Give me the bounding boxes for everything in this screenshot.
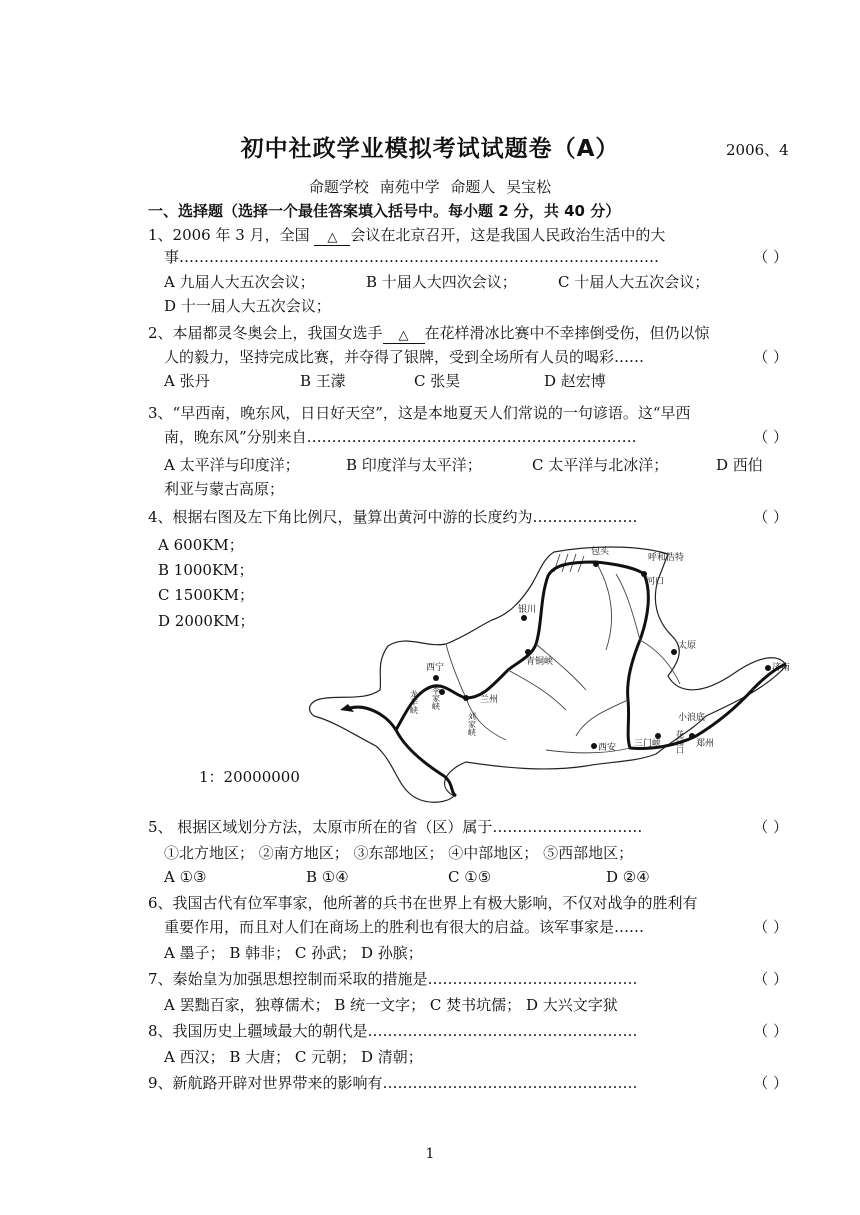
q9-line1: 9、新航路开辟对世界带来的影响有…………………………………………… （ ）	[148, 1074, 788, 1092]
answer-paren: （ ）	[753, 1022, 788, 1040]
q3-options: A 太平洋与印度洋； B 印度洋与太平洋； C 太平洋与北冰洋； D 西伯	[164, 456, 763, 474]
map-scale: 1：20000000	[199, 768, 300, 786]
answer-paren: （ ）	[753, 970, 788, 988]
label-xining: 西宁	[426, 663, 445, 673]
q6-options: A 墨子； B 韩非； C 孙武； D 孙膑；	[164, 944, 423, 962]
label-xiaolangdi: 小浪底	[678, 713, 706, 723]
answer-paren: （ ）	[753, 1074, 788, 1092]
q4-option-a: A 600KM；	[158, 536, 244, 554]
q4-option-b: B 1000KM；	[158, 561, 254, 579]
q3-line1: 3、“早西南，晚东风，日日好天空”，这是本地夏天人们常说的一句谚语。这“早西	[148, 404, 691, 422]
q5-line1: 5、 根据区域划分方法，太原市所在的省（区）属于………………………… （ ）	[148, 818, 788, 836]
label-liujia: 刘家峡	[467, 712, 477, 736]
label-jinan: 济南	[772, 663, 790, 673]
q1-line1: 1、2006 年 3 月，全国 △ 会议在北京召开，这是我国人民政治生活中的大	[148, 226, 666, 245]
tributaries	[446, 562, 680, 753]
q7-line1: 7、秦始皇为加强思想控制而采取的措施是…………………………………… （ ）	[148, 970, 788, 988]
q8-line1: 8、我国历史上疆域最大的朝代是……………………………………………… （ ）	[148, 1022, 788, 1040]
section-heading: 一、选择题（选择一个最佳答案填入括号中。每小题 2 分，共 40 分）	[148, 202, 621, 220]
label-qingtongxia: 青铜峡	[526, 657, 554, 667]
q4-option-c: C 1500KM；	[158, 586, 254, 604]
q6-line1: 6、我国古代有位军事家，他所著的兵书在世界上有极大影响，不仅对战争的胜利有	[148, 894, 698, 912]
q7-options: A 罢黜百家，独尊儒术； B 统一文字； C 焚书坑儒； D 大兴文字狱	[164, 996, 618, 1014]
blank-triangle-icon: △	[314, 231, 350, 246]
page-number: 1	[425, 1146, 435, 1162]
label-sanmenxia: 三门峡	[634, 739, 662, 749]
exam-date: 2006、4	[726, 141, 789, 159]
label-huayuankou: 花园口	[675, 730, 685, 754]
label-yinchuan: 银川	[518, 605, 537, 615]
q1-options-row1: A 九届人大五次会议； B 十届人大四次会议； C 十届人大五次会议；	[164, 273, 710, 291]
q5-options: A ①③ B ①④ C ①⑤ D ②④	[164, 868, 650, 886]
label-hekou: 河口	[646, 577, 665, 587]
label-xian: 西安	[598, 743, 617, 753]
q8-options: A 西汉； B 大唐； C 元朝； D 清朝；	[164, 1048, 423, 1066]
yellow-river-main	[350, 562, 786, 796]
basin-outline	[310, 547, 786, 802]
label-lijia: 李家峡	[431, 686, 441, 710]
label-zhengzhou: 郑州	[696, 739, 715, 749]
label-baotou: 包头	[591, 547, 610, 557]
q2-line1: 2、本届都灵冬奥会上，我国女选手 △ 在花样滑冰比赛中不幸摔倒受伤，但仍以惊	[148, 324, 710, 343]
exam-title: 初中社政学业模拟考试试题卷（A）	[240, 136, 620, 162]
q3-line4: 利亚与蒙古高原；	[164, 480, 285, 498]
answer-paren: （ ）	[753, 348, 788, 366]
blank-triangle-icon: △	[383, 329, 425, 344]
yellow-river-map	[296, 540, 790, 806]
answer-paren: （ ）	[753, 818, 788, 836]
q6-line2: 重要作用，而且对人们在商场上的胜利也有很大的启益。该军事家是…… （ ）	[164, 918, 788, 936]
q2-line2: 人的毅力，坚持完成比赛，并夺得了银牌，受到全场所有人员的喝彩…… （ ）	[164, 348, 788, 366]
q1-line2: 事…………………………………………………………………………………… （ ）	[164, 248, 788, 266]
label-longyang: 龙羊峡	[409, 690, 419, 714]
answer-paren: （ ）	[753, 918, 788, 936]
q4-option-d: D 2000KM；	[158, 612, 255, 630]
label-hohhot: 呼和浩特	[648, 553, 685, 563]
q5-line2: ①北方地区； ②南方地区； ③东部地区； ④中部地区； ⑤西部地区；	[164, 844, 634, 862]
answer-paren: （ ）	[753, 248, 788, 266]
exam-subtitle: 命题学校 南苑中学 命题人 吴宝松	[308, 178, 552, 196]
label-taiyuan: 太原	[678, 641, 697, 651]
q2-options: A 张丹 B 王濛 C 张昊 D 赵宏博	[164, 372, 606, 390]
q4-line1: 4、根据右图及左下角比例尺，量算出黄河中游的长度约为………………… （ ）	[148, 508, 788, 526]
q1-options-row2: D 十一届人大五次会议；	[164, 297, 331, 315]
q3-line2: 南，晚东风”分别来自………………………………………………………… （ ）	[164, 428, 788, 446]
label-lanzhou: 兰州	[480, 695, 499, 705]
answer-paren: （ ）	[753, 508, 788, 526]
answer-paren: （ ）	[753, 428, 788, 446]
